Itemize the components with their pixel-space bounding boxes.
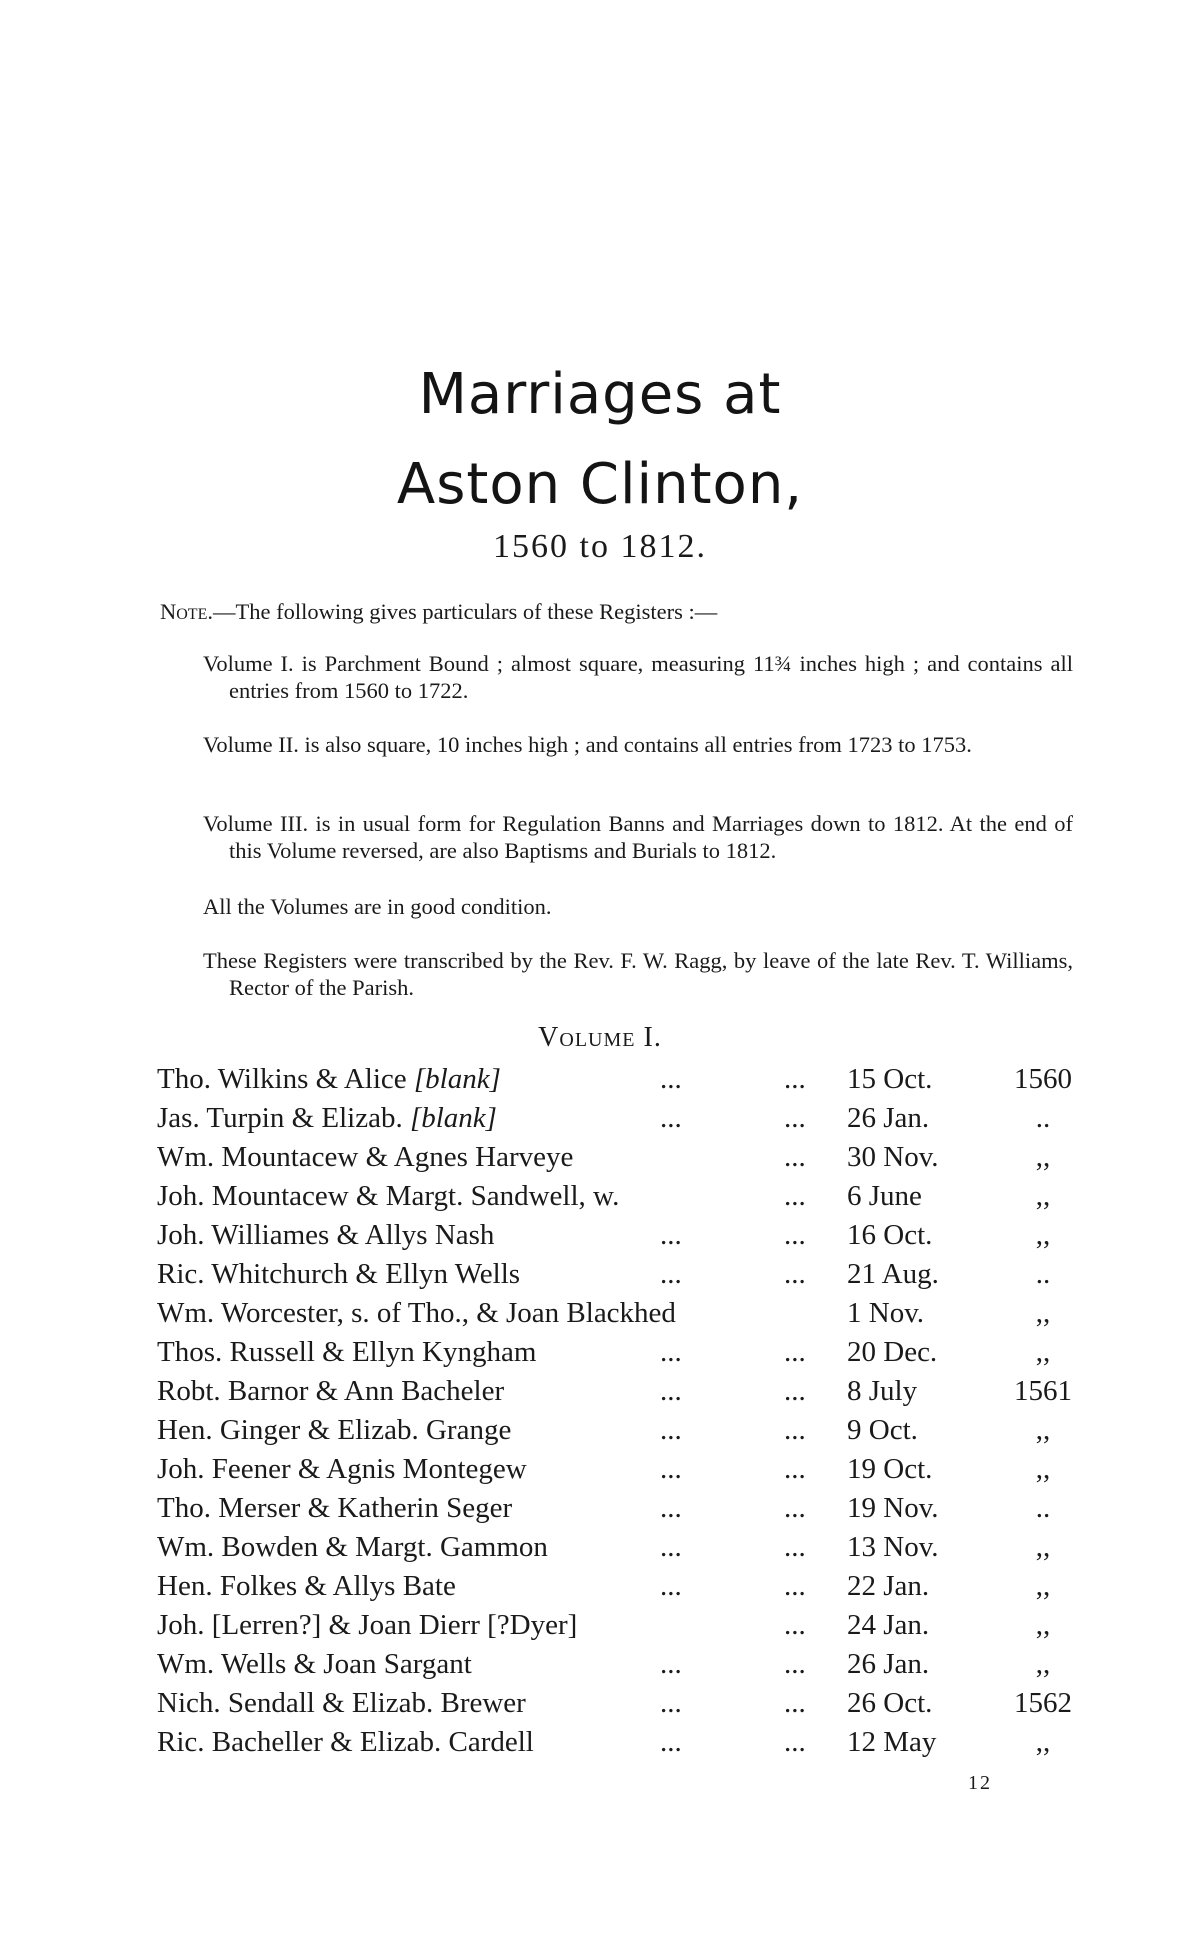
note-transcription: These Registers were transcribed by the Rev. F. W. Ragg, by leave of the late Rev. T. Williams, Rector of the Parish. xyxy=(203,948,1073,1000)
entry-year: 1560 xyxy=(1014,1063,1072,1095)
entry-leader-dots: ... xyxy=(660,1726,682,1758)
entry-names xyxy=(157,1567,456,1606)
entry-date: 16 Oct. xyxy=(847,1219,933,1251)
entry-date: 30 Nov. xyxy=(847,1141,939,1173)
entry-leader-dots: ... xyxy=(784,1180,806,1212)
title-line-1: Marriages at xyxy=(418,362,782,427)
entry-names-text: Jas. Turpin & Elizab. xyxy=(157,1102,410,1134)
entry-leader-dots: ... xyxy=(784,1648,806,1680)
entry-year: ,, xyxy=(1035,1648,1051,1680)
marriage-entry xyxy=(157,1489,1077,1528)
entry-leader-dots: ... xyxy=(784,1336,806,1368)
entry-date: 24 Jan. xyxy=(847,1609,930,1641)
entry-names-text: Wm. Worcester, s. of Tho., & Joan Blackhed xyxy=(157,1297,676,1329)
entry-leader-dots: ... xyxy=(660,1375,682,1407)
entry-names xyxy=(157,1411,511,1450)
entry-year: .. xyxy=(1035,1102,1051,1134)
entry-leader-dots: ... xyxy=(784,1531,806,1563)
entry-leader-dots: ... xyxy=(660,1063,682,1095)
entry-date: 6 June xyxy=(847,1180,922,1212)
entry-date: 26 Jan. xyxy=(847,1648,930,1680)
entry-date: 8 July xyxy=(847,1375,918,1407)
marriage-entries-list xyxy=(157,1060,1077,1762)
entry-names-text: Tho. Wilkins & Alice xyxy=(157,1063,414,1095)
entry-year: 1562 xyxy=(1014,1687,1072,1719)
entry-leader-dots: ... xyxy=(660,1687,682,1719)
marriage-entry xyxy=(157,1567,1077,1606)
entry-leader-dots: ... xyxy=(660,1570,682,1602)
entry-names-text: Joh. [Lerren?] & Joan Dierr [?Dyer] xyxy=(157,1609,578,1641)
marriage-entry xyxy=(157,1606,1077,1645)
entry-names-text: Wm. Bowden & Margt. Gammon xyxy=(157,1531,548,1563)
entry-names xyxy=(157,1372,504,1411)
entry-leader-dots: ... xyxy=(784,1219,806,1251)
entry-names xyxy=(157,1099,497,1138)
entry-leader-dots: ... xyxy=(784,1258,806,1290)
marriage-entry xyxy=(157,1723,1077,1762)
entry-names-text: Hen. Ginger & Elizab. Grange xyxy=(157,1414,512,1446)
entry-leader-dots: ... xyxy=(784,1063,806,1095)
entry-leader-dots: ... xyxy=(784,1726,806,1758)
entry-leader-dots: ... xyxy=(784,1687,806,1719)
entry-names-text: Ric. Whitchurch & Ellyn Wells xyxy=(157,1258,521,1290)
entry-date: 15 Oct. xyxy=(847,1063,933,1095)
entry-year: ,, xyxy=(1035,1453,1051,1485)
entry-leader-dots: ... xyxy=(784,1102,806,1134)
entry-names xyxy=(157,1138,573,1177)
marriage-entry xyxy=(157,1255,1077,1294)
marriage-entry xyxy=(157,1645,1077,1684)
entry-leader-dots: ... xyxy=(660,1258,682,1290)
entry-names xyxy=(157,1450,527,1489)
entry-names xyxy=(157,1216,494,1255)
entry-names-text: Wm. Mountacew & Agnes Harveye xyxy=(157,1141,574,1173)
note-condition: All the Volumes are in good condition. xyxy=(203,894,552,919)
marriage-entry xyxy=(157,1294,1077,1333)
entry-names-text: Ric. Bacheller & Elizab. Cardell xyxy=(157,1726,534,1758)
entry-date: 22 Jan. xyxy=(847,1570,930,1602)
entry-leader-dots: ... xyxy=(660,1219,682,1251)
entry-year: .. xyxy=(1035,1492,1051,1524)
marriage-entry xyxy=(157,1099,1077,1138)
entry-leader-dots: ... xyxy=(784,1492,806,1524)
marriage-entry xyxy=(157,1138,1077,1177)
entry-date: 19 Nov. xyxy=(847,1492,939,1524)
entry-date: 26 Jan. xyxy=(847,1102,930,1134)
marriage-entry xyxy=(157,1450,1077,1489)
entry-leader-dots: ... xyxy=(784,1141,806,1173)
entry-names xyxy=(157,1333,536,1372)
entry-names-text: Joh. Mountacew & Margt. Sandwell, w. xyxy=(157,1180,620,1212)
entry-date: 1 Nov. xyxy=(847,1297,925,1329)
page-number: 12 xyxy=(968,1772,992,1794)
note-volume-1: Volume I. is Parchment Bound ; almost square, measuring 11¾ inches high ; and contains all entries from 1560 to 1722. xyxy=(203,651,1073,703)
entry-names xyxy=(157,1723,534,1762)
entry-leader-dots: ... xyxy=(660,1648,682,1680)
entry-names-text: Joh. Williames & Allys Nash xyxy=(157,1219,495,1251)
entry-names-text: Thos. Russell & Ellyn Kyngham xyxy=(157,1336,537,1368)
entry-names-text: Robt. Barnor & Ann Bacheler xyxy=(157,1375,505,1407)
marriage-entry xyxy=(157,1528,1077,1567)
entry-year: ,, xyxy=(1035,1141,1051,1173)
entry-date: 26 Oct. xyxy=(847,1687,933,1719)
entry-names xyxy=(157,1489,512,1528)
entry-year: ,, xyxy=(1035,1531,1051,1563)
entry-year: ,, xyxy=(1035,1726,1051,1758)
entry-leader-dots: ... xyxy=(784,1453,806,1485)
entry-year: ,, xyxy=(1035,1609,1051,1641)
entry-year: ,, xyxy=(1035,1180,1051,1212)
entry-year: ,, xyxy=(1035,1570,1051,1602)
note-intro-text: —The following gives particulars of these Registers :— xyxy=(212,599,718,624)
note-intro xyxy=(160,598,1060,625)
marriage-entry xyxy=(157,1684,1077,1723)
date-range-subtitle: 1560 to 1812. xyxy=(493,528,707,565)
entry-leader-dots: ... xyxy=(784,1414,806,1446)
entry-names xyxy=(157,1606,577,1645)
entry-date: 19 Oct. xyxy=(847,1453,933,1485)
entry-names xyxy=(157,1255,520,1294)
entry-year: ,, xyxy=(1035,1219,1051,1251)
entry-date: 13 Nov. xyxy=(847,1531,939,1563)
entry-names xyxy=(157,1645,472,1684)
entry-names-text: Joh. Feener & Agnis Montegew xyxy=(157,1453,527,1485)
entry-date: 21 Aug. xyxy=(847,1258,939,1290)
entry-names-text: Tho. Merser & Katherin Seger xyxy=(157,1492,513,1524)
entry-date: 20 Dec. xyxy=(847,1336,938,1368)
marriage-entry xyxy=(157,1060,1077,1099)
entry-leader-dots: ... xyxy=(784,1570,806,1602)
marriage-entry xyxy=(157,1333,1077,1372)
entry-names xyxy=(157,1060,501,1099)
entry-leader-dots: ... xyxy=(660,1492,682,1524)
marriage-entry xyxy=(157,1372,1077,1411)
entry-year: .. xyxy=(1035,1258,1051,1290)
entry-leader-dots: ... xyxy=(784,1609,806,1641)
entry-names xyxy=(157,1177,619,1216)
note-label: Note. xyxy=(160,599,213,624)
marriage-entry xyxy=(157,1216,1077,1255)
entry-leader-dots: ... xyxy=(660,1453,682,1485)
entry-names xyxy=(157,1294,676,1333)
entry-names xyxy=(157,1684,526,1723)
entry-leader-dots: ... xyxy=(660,1531,682,1563)
entry-names-italic: [blank] xyxy=(413,1063,501,1095)
volume-heading: Volume I. xyxy=(538,1022,662,1053)
entry-date: 9 Oct. xyxy=(847,1414,918,1446)
entry-names-text: Wm. Wells & Joan Sargant xyxy=(157,1648,472,1680)
marriage-entry xyxy=(157,1177,1077,1216)
entry-leader-dots: ... xyxy=(660,1414,682,1446)
entry-date: 12 May xyxy=(847,1726,937,1758)
entry-leader-dots: ... xyxy=(660,1102,682,1134)
entry-names-italic: [blank] xyxy=(409,1102,497,1134)
entry-year: ,, xyxy=(1035,1414,1051,1446)
note-volume-2: Volume II. is also square, 10 inches high ; and contains all entries from 1723 to 1753. xyxy=(203,732,972,757)
entry-names-text: Nich. Sendall & Elizab. Brewer xyxy=(157,1687,526,1719)
entry-names xyxy=(157,1528,548,1567)
entry-leader-dots: ... xyxy=(784,1375,806,1407)
entry-leader-dots: ... xyxy=(660,1336,682,1368)
entry-year: ,, xyxy=(1035,1336,1051,1368)
note-volume-3: Volume III. is in usual form for Regulation Banns and Marriages down to 1812. At the end of this Volume reversed, are also Baptisms and Burials to 1812. xyxy=(203,811,1073,863)
marriage-entry xyxy=(157,1411,1077,1450)
entry-year: ,, xyxy=(1035,1297,1051,1329)
entry-year: 1561 xyxy=(1014,1375,1072,1407)
entry-names-text: Hen. Folkes & Allys Bate xyxy=(157,1570,456,1602)
title-line-2: Aston Clinton, xyxy=(396,452,804,517)
